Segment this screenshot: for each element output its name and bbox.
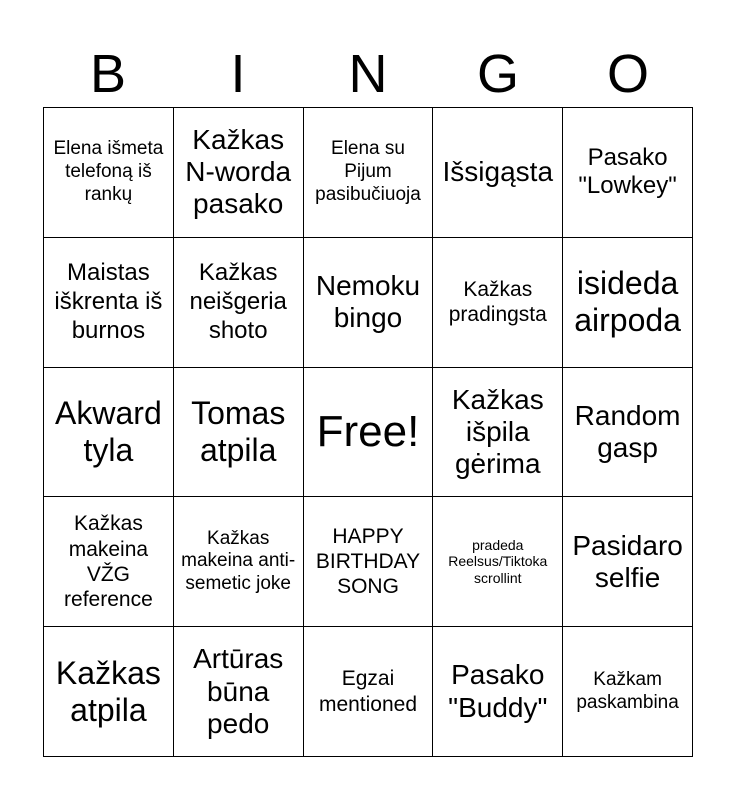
bingo-cell[interactable]: Akward tyla xyxy=(44,368,174,498)
bingo-cell[interactable]: HAPPY BIRTHDAY SONG xyxy=(304,497,434,627)
bingo-cell[interactable]: Kažkas neišgeria shoto xyxy=(174,238,304,368)
bingo-cell[interactable]: Pasako "Lowkey" xyxy=(563,108,693,238)
bingo-cell[interactable]: Random gasp xyxy=(563,368,693,498)
bingo-cell[interactable]: Kažkas makeina VŽG reference xyxy=(44,497,174,627)
bingo-cell[interactable]: Kažkas N-worda pasako xyxy=(174,108,304,238)
bingo-cell[interactable]: Kažkas makeina anti-semetic joke xyxy=(174,497,304,627)
bingo-cell[interactable]: Elena su Pijum pasibučiuoja xyxy=(304,108,434,238)
bingo-cell[interactable]: Pasidaro selfie xyxy=(563,497,693,627)
header-letter-n: N xyxy=(348,44,388,104)
bingo-cell[interactable]: Kažkas pradingsta xyxy=(433,238,563,368)
bingo-cell[interactable]: Išsigąsta xyxy=(433,108,563,238)
bingo-cell[interactable]: Kažkam paskambina xyxy=(563,627,693,757)
free-cell[interactable]: Free! xyxy=(304,368,434,498)
header-letter-b: B xyxy=(89,44,127,104)
bingo-cell[interactable]: Kažkas išpila gėrima xyxy=(433,368,563,498)
bingo-cell[interactable]: Kažkas atpila xyxy=(44,627,174,757)
header-letter-i: I xyxy=(230,44,246,104)
header-letter-g: G xyxy=(476,44,519,104)
bingo-cell[interactable]: Artūras būna pedo xyxy=(174,627,304,757)
bingo-cell[interactable]: Elena išmeta telefoną iš rankų xyxy=(44,108,174,238)
bingo-cell[interactable]: isideda airpoda xyxy=(563,238,693,368)
header-letter-o: O xyxy=(606,44,649,104)
bingo-cell[interactable]: Pasako "Buddy" xyxy=(433,627,563,757)
bingo-header xyxy=(43,40,693,108)
bingo-cell[interactable]: pradeda Reelsus/Tiktoka scrollint xyxy=(433,497,563,627)
bingo-cell[interactable]: Egzai mentioned xyxy=(304,627,434,757)
bingo-grid xyxy=(43,107,693,757)
bingo-cell[interactable]: Maistas iškrenta iš burnos xyxy=(44,238,174,368)
bingo-cell[interactable]: Nemoku bingo xyxy=(304,238,434,368)
bingo-cell[interactable]: Tomas atpila xyxy=(174,368,304,498)
